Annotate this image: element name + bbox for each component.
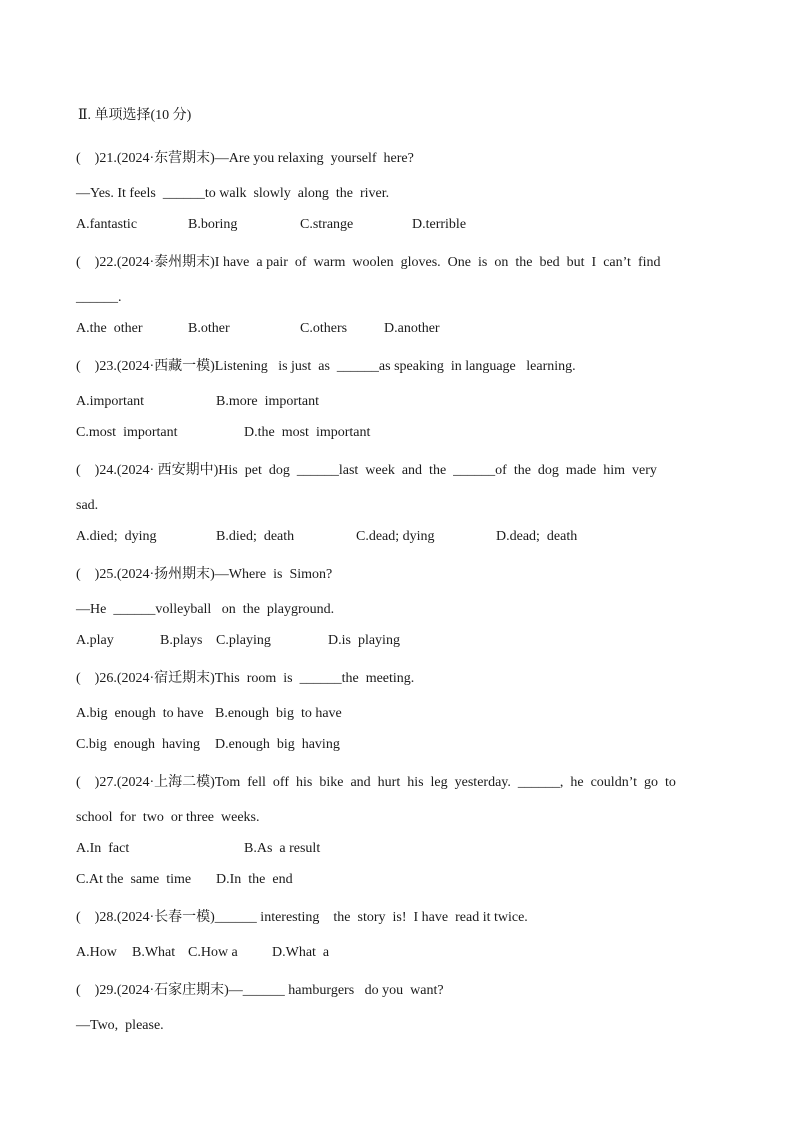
- option-c: C.dead; dying: [356, 529, 435, 544]
- question-21-stem-2: —Yes. It feels ______to walk slowly along the river.: [76, 186, 390, 201]
- question-29-stem: ( )29.(2024·石家庄期末)—______ hamburgers do you want?: [76, 983, 444, 998]
- question-22-stem: ( )22.(2024·泰州期末)I have a pair of warm woolen gloves. One is on the bed but I can’t find: [76, 255, 661, 270]
- option-b: B.died; death: [216, 529, 295, 544]
- option-b: B.enough big to have: [215, 706, 342, 721]
- option-a: A.fantastic: [76, 217, 138, 232]
- question-27-stem-2: school for two or three weeks.: [76, 810, 260, 825]
- option-d: D.terrible: [412, 217, 467, 232]
- option-a: A.How: [76, 945, 117, 960]
- option-d: D.What a: [272, 945, 330, 960]
- question-24-stem: ( )24.(2024· 西安期中)His pet dog ______last week and the ______of the dog made him very: [76, 463, 657, 478]
- option-d: D.enough big having: [215, 737, 340, 752]
- option-d: D.the most important: [244, 425, 371, 440]
- question-29-stem-2: —Two, please.: [76, 1018, 164, 1033]
- option-c: C.big enough having: [76, 737, 201, 752]
- question-26-stem: ( )26.(2024·宿迁期末)This room is ______the meeting.: [76, 671, 415, 686]
- question-25-stem: ( )25.(2024·扬州期末)—Where is Simon?: [76, 567, 333, 582]
- option-a: A.died; dying: [76, 529, 157, 544]
- option-c: C.At the same time: [76, 872, 192, 887]
- option-c: C.strange: [300, 217, 354, 232]
- option-d: D.dead; death: [496, 529, 578, 544]
- option-d: D.In the end: [216, 872, 293, 887]
- option-a: A.In fact: [76, 841, 130, 856]
- question-25-stem-2: —He ______volleyball on the playground.: [76, 602, 335, 617]
- question-22-stem-2: ______.: [76, 290, 122, 305]
- option-a: A.big enough to have: [76, 706, 204, 721]
- option-b: B.plays: [160, 633, 203, 648]
- question-24-stem-2: sad.: [76, 498, 99, 513]
- option-d: D.another: [384, 321, 440, 336]
- option-b: B.more important: [216, 394, 320, 409]
- question-23-stem: ( )23.(2024·西藏一模)Listening is just as ______as speaking in language learning.: [76, 359, 576, 374]
- option-d: D.is playing: [328, 633, 400, 648]
- question-21-stem: ( )21.(2024·东营期末)—Are you relaxing yourself here?: [76, 151, 414, 166]
- option-c: C.others: [300, 321, 348, 336]
- question-27-stem: ( )27.(2024·上海二模)Tom fell off his bike and hurt his leg yesterday. ______, he couldn’t go to: [76, 775, 676, 790]
- question-28-stem: ( )28.(2024·长春一模)______ interesting the story is! I have read it twice.: [76, 910, 528, 925]
- option-b: B.What: [132, 945, 176, 960]
- option-b: B.other: [188, 321, 230, 336]
- option-b: B.boring: [188, 217, 238, 232]
- option-c: C.How a: [188, 945, 238, 960]
- option-a: A.the other: [76, 321, 143, 336]
- option-a: A.play: [76, 633, 114, 648]
- option-b: B.As a result: [244, 841, 321, 856]
- option-c: C.most important: [76, 425, 178, 440]
- option-c: C.playing: [216, 633, 271, 648]
- option-a: A.important: [76, 394, 145, 409]
- section-title: Ⅱ. 单项选择(10 分): [78, 108, 192, 123]
